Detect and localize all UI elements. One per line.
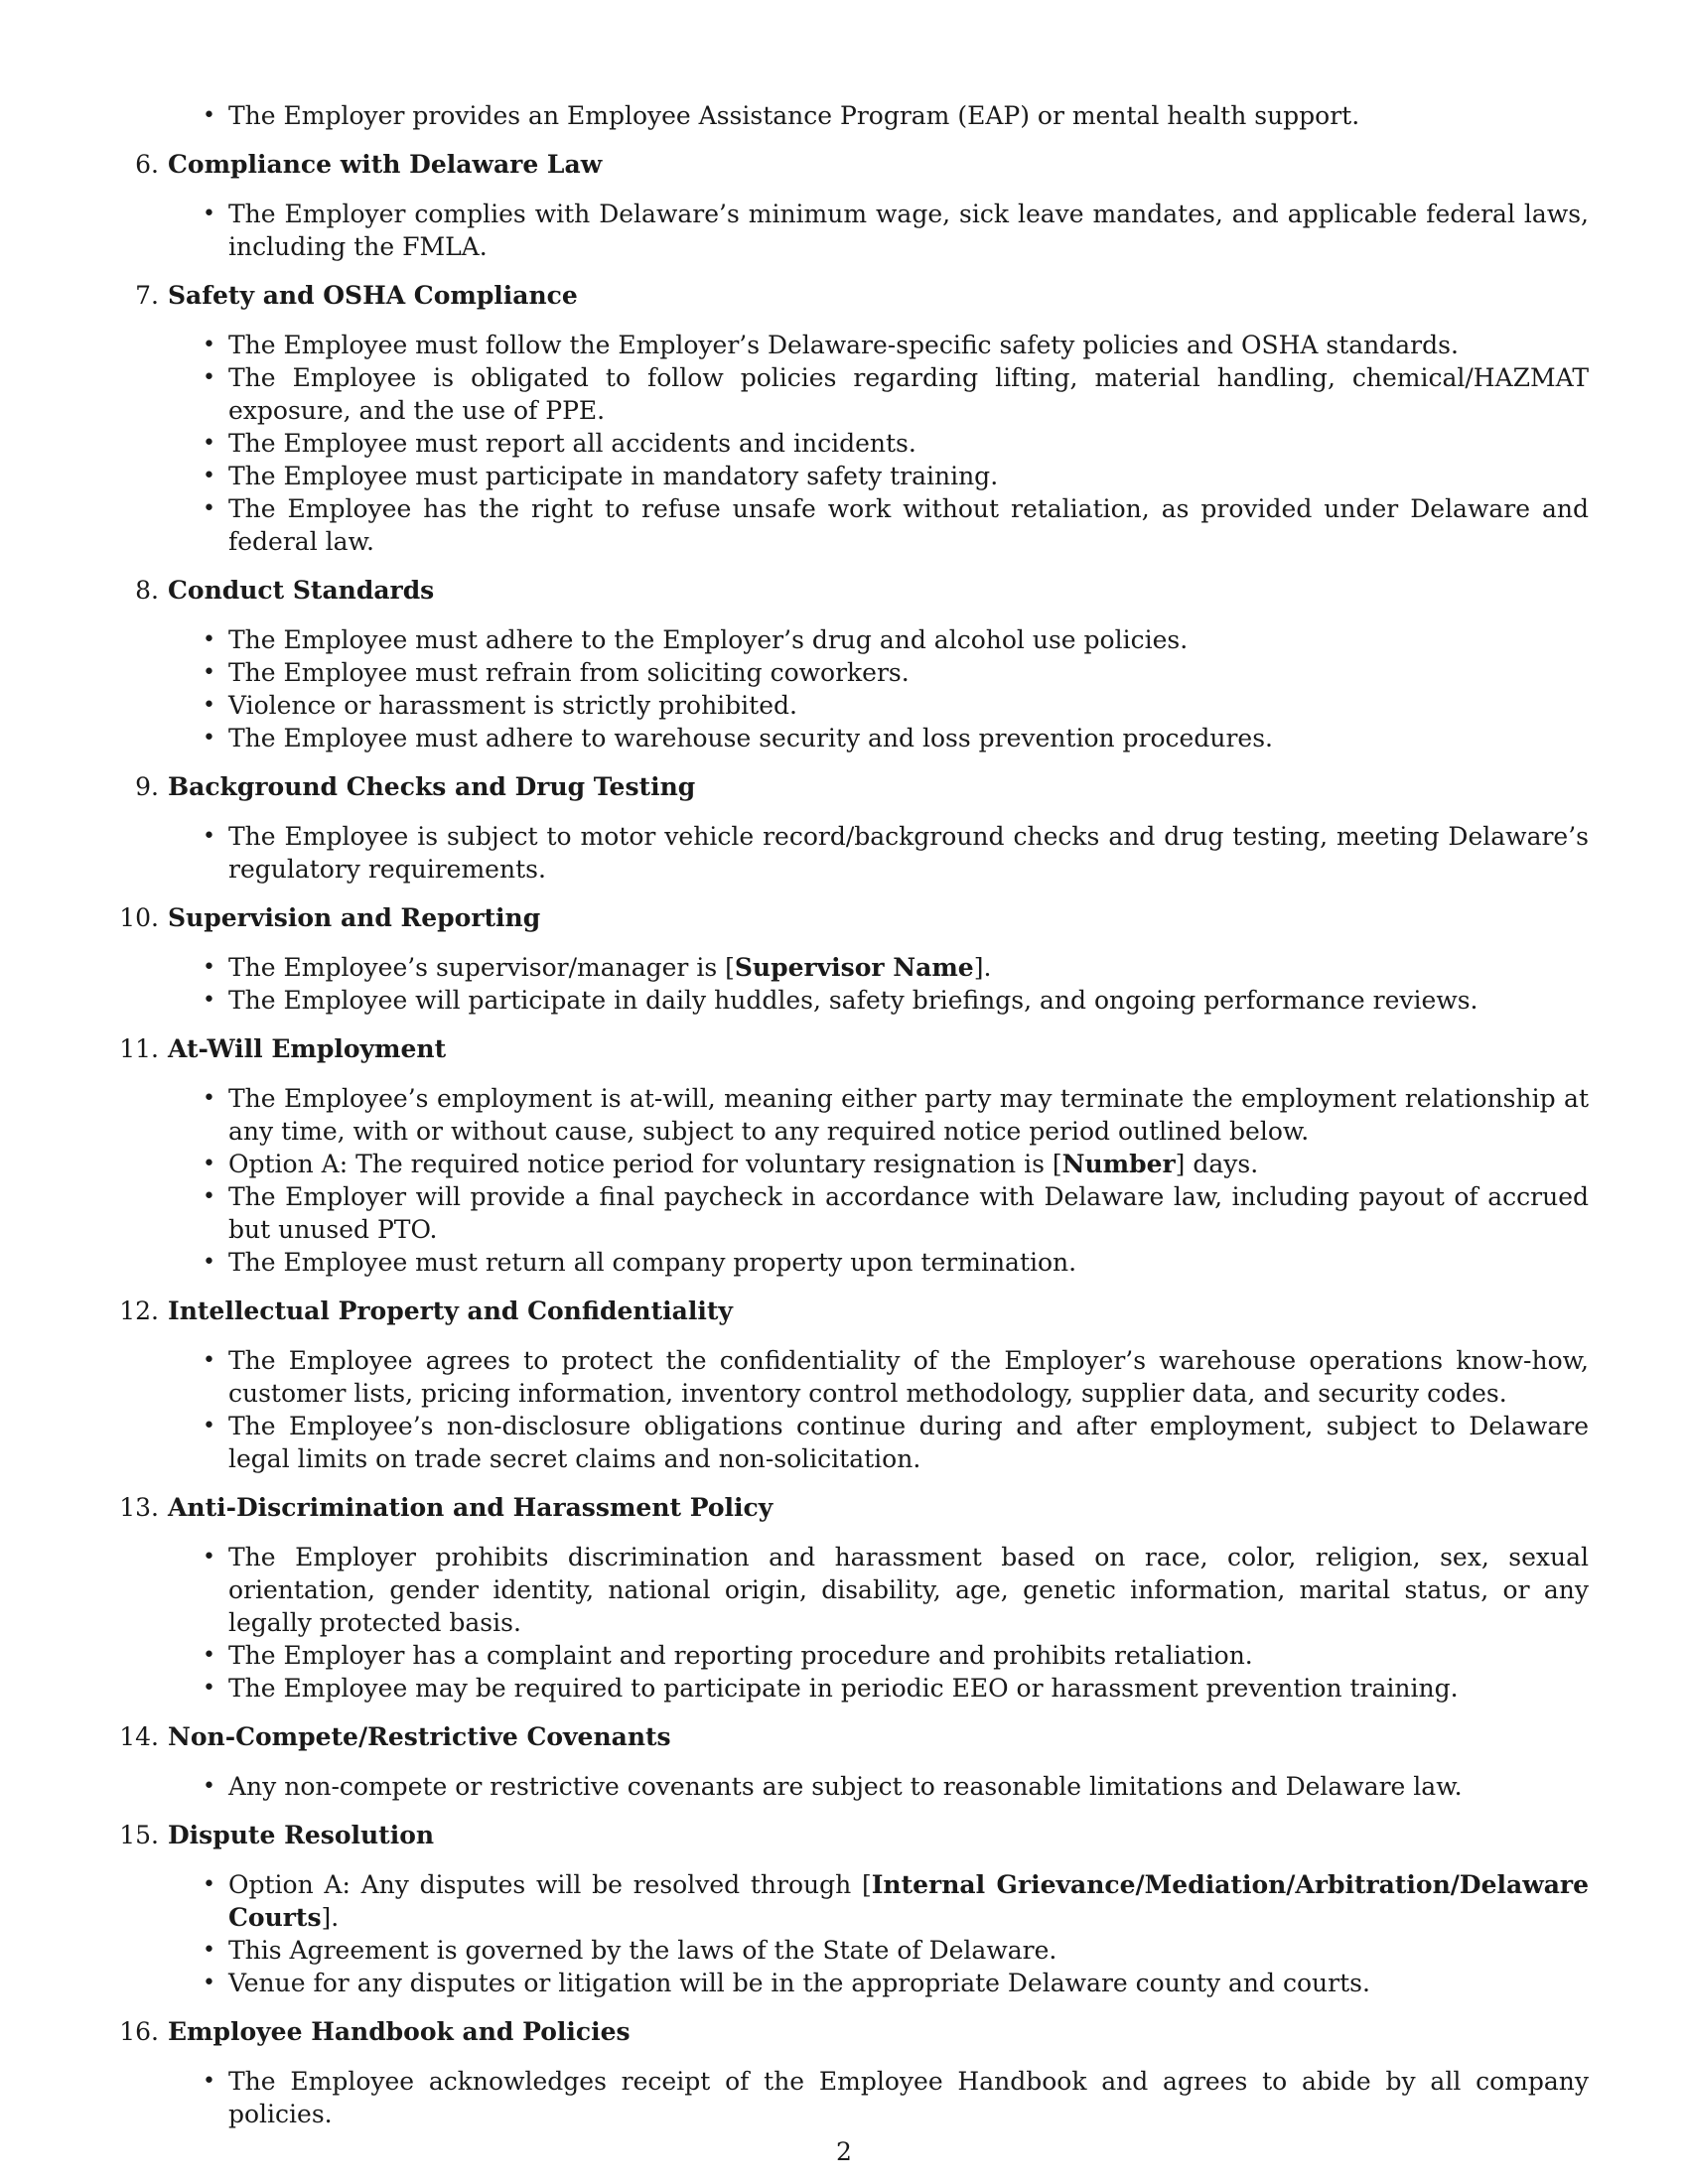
list-item: • The Employee is subject to motor vehicle record/background checks and drug testing, meeting Delaware’s regulatory requirements. <box>228 820 1589 886</box>
list-item: • The Employee must participate in mandatory safety training. <box>228 460 1589 492</box>
section-14 <box>119 1720 1589 1803</box>
bullet-list <box>168 1868 1589 1999</box>
list-item <box>228 951 1589 984</box>
bullet-list <box>168 1541 1589 1705</box>
section-heading <box>119 1491 1589 1524</box>
section-title: Anti-Discrimination and Harassment Policy <box>168 1493 774 1522</box>
section-title: Supervision and Reporting <box>168 903 541 932</box>
section-heading <box>119 1032 1589 1065</box>
list-item: • The Employee must return all company property upon termination. <box>228 1246 1589 1279</box>
list-item: • The Employee agrees to protect the confidentiality of the Employer’s warehouse operations know-how, customer lists, pricing information, inventory control methodology, supplier data, and security codes. <box>228 1344 1589 1410</box>
section-16 <box>119 2015 1589 2130</box>
section-15 <box>119 1819 1589 1999</box>
bullet-list <box>168 623 1589 754</box>
section-title: Safety and OSHA Compliance <box>168 281 578 310</box>
section-12 <box>119 1295 1589 1475</box>
bullet-list <box>168 1082 1589 1279</box>
section-heading <box>119 2015 1589 2048</box>
list-item: • The Employee is obligated to follow policies regarding lifting, material handling, chemical/HAZMAT exposure, and the use of PPE. <box>228 361 1589 427</box>
list-item: • The Employee must adhere to the Employer’s drug and alcohol use policies. <box>228 623 1589 656</box>
list-item: • The Employee must follow the Employer’s Delaware-specific safety policies and OSHA standards. <box>228 329 1589 361</box>
section-11 <box>119 1032 1589 1279</box>
section-heading <box>135 770 1589 803</box>
bullet-list <box>168 951 1589 1017</box>
bullet-text: ] days. <box>1175 1150 1259 1178</box>
section-title: Non-Compete/Restrictive Covenants <box>168 1722 671 1751</box>
section-number: 10. <box>119 903 159 932</box>
section-number: 6. <box>135 150 159 179</box>
section-heading <box>119 1295 1589 1327</box>
section-number: 11. <box>119 1034 159 1063</box>
section-number: 12. <box>119 1297 159 1325</box>
placeholder-field: Number <box>1061 1150 1176 1178</box>
list-item: • The Employee must report all accidents and incidents. <box>228 427 1589 460</box>
section-title: Dispute Resolution <box>168 1821 435 1849</box>
list-item: • The Employee may be required to participate in periodic EEO or harassment prevention training. <box>228 1672 1589 1705</box>
section-title: Compliance with Delaware Law <box>168 150 603 179</box>
list-item: • Violence or harassment is strictly prohibited. <box>228 689 1589 722</box>
list-item: • The Employee’s non-disclosure obligations continue during and after employment, subject to Delaware legal limits on trade secret claims and non-solicitation. <box>228 1410 1589 1475</box>
placeholder-field: Internal Grievance/Mediation/Arbitration/Delaware Courts <box>228 1870 1589 1932</box>
bullet-text: ]. <box>973 953 992 982</box>
section-title: Background Checks and Drug Testing <box>168 772 696 801</box>
bullet-list <box>168 1344 1589 1475</box>
list-item: • This Agreement is governed by the laws of the State of Delaware. <box>228 1934 1589 1967</box>
section-heading <box>119 1819 1589 1851</box>
section-number: 15. <box>119 1821 159 1849</box>
list-item: • The Employee has the right to refuse unsafe work without retaliation, as provided under Delaware and federal law. <box>228 492 1589 558</box>
bullet-list <box>168 198 1589 263</box>
bullet-text: ]. <box>321 1903 340 1932</box>
section-number: 16. <box>119 2017 159 2046</box>
section-8 <box>135 574 1589 754</box>
list-item <box>228 1868 1589 1934</box>
bullet-text: The Employee’s supervisor/manager is [ <box>228 953 735 982</box>
section-title: Intellectual Property and Confidentiality <box>168 1297 733 1325</box>
list-item: • The Employer complies with Delaware’s minimum wage, sick leave mandates, and applicable federal laws, including the FMLA. <box>228 198 1589 263</box>
list-item: • The Employee’s employment is at-will, meaning either party may terminate the employment relationship at any time, with or without cause, subject to any required notice period outlined below. <box>228 1082 1589 1148</box>
list-item: • The Employee will participate in daily huddles, safety briefings, and ongoing performance reviews. <box>228 984 1589 1017</box>
list-item: • The Employer has a complaint and reporting procedure and prohibits retaliation. <box>228 1639 1589 1672</box>
section-heading <box>135 279 1589 312</box>
bullet-list <box>168 1770 1589 1803</box>
list-item <box>228 1148 1589 1180</box>
list-item: • Venue for any disputes or litigation will be in the appropriate Delaware county and courts. <box>228 1967 1589 1999</box>
section-title: Conduct Standards <box>168 576 435 605</box>
section-heading <box>119 901 1589 934</box>
section-heading <box>135 148 1589 181</box>
section-number: 13. <box>119 1493 159 1522</box>
list-item: • The Employer will provide a final paycheck in accordance with Delaware law, including payout of accrued but unused PTO. <box>228 1180 1589 1246</box>
section-13 <box>119 1491 1589 1705</box>
list-item: • The Employee acknowledges receipt of the Employee Handbook and agrees to abide by all company policies. <box>228 2065 1589 2130</box>
intro-bullet-list <box>168 99 1589 132</box>
bullet-list <box>168 820 1589 886</box>
numbered-sections <box>119 148 1589 2130</box>
bullet-text: Option A: Any disputes will be resolved through [ <box>228 1870 872 1899</box>
list-item: • The Employee must refrain from soliciting coworkers. <box>228 656 1589 689</box>
list-item: • The Employee must adhere to warehouse security and loss prevention procedures. <box>228 722 1589 754</box>
bullet-list <box>168 329 1589 558</box>
bullet-text: Option A: The required notice period for voluntary resignation is [ <box>228 1150 1062 1178</box>
page-number: 2 <box>836 2137 852 2166</box>
list-item: • The Employer prohibits discrimination and harassment based on race, color, religion, sex, sexual orientation, gender identity, national origin, disability, age, genetic information, marital status, or any legally protected basis. <box>228 1541 1589 1639</box>
section-title: Employee Handbook and Policies <box>168 2017 631 2046</box>
placeholder-field: Supervisor Name <box>734 953 974 982</box>
section-title: At-Will Employment <box>168 1034 447 1063</box>
page-content <box>119 99 1589 2130</box>
section-heading <box>135 574 1589 607</box>
list-item: • Any non-compete or restrictive covenants are subject to reasonable limitations and Delaware law. <box>228 1770 1589 1803</box>
section-number: 7. <box>135 281 159 310</box>
section-9 <box>135 770 1589 886</box>
section-10 <box>119 901 1589 1017</box>
bullet-list <box>168 2065 1589 2130</box>
list-item: • The Employer provides an Employee Assistance Program (EAP) or mental health support. <box>228 99 1589 132</box>
section-7 <box>135 279 1589 558</box>
section-heading <box>119 1720 1589 1753</box>
section-6 <box>135 148 1589 263</box>
section-number: 14. <box>119 1722 159 1751</box>
section-number: 8. <box>135 576 159 605</box>
section-number: 9. <box>135 772 159 801</box>
